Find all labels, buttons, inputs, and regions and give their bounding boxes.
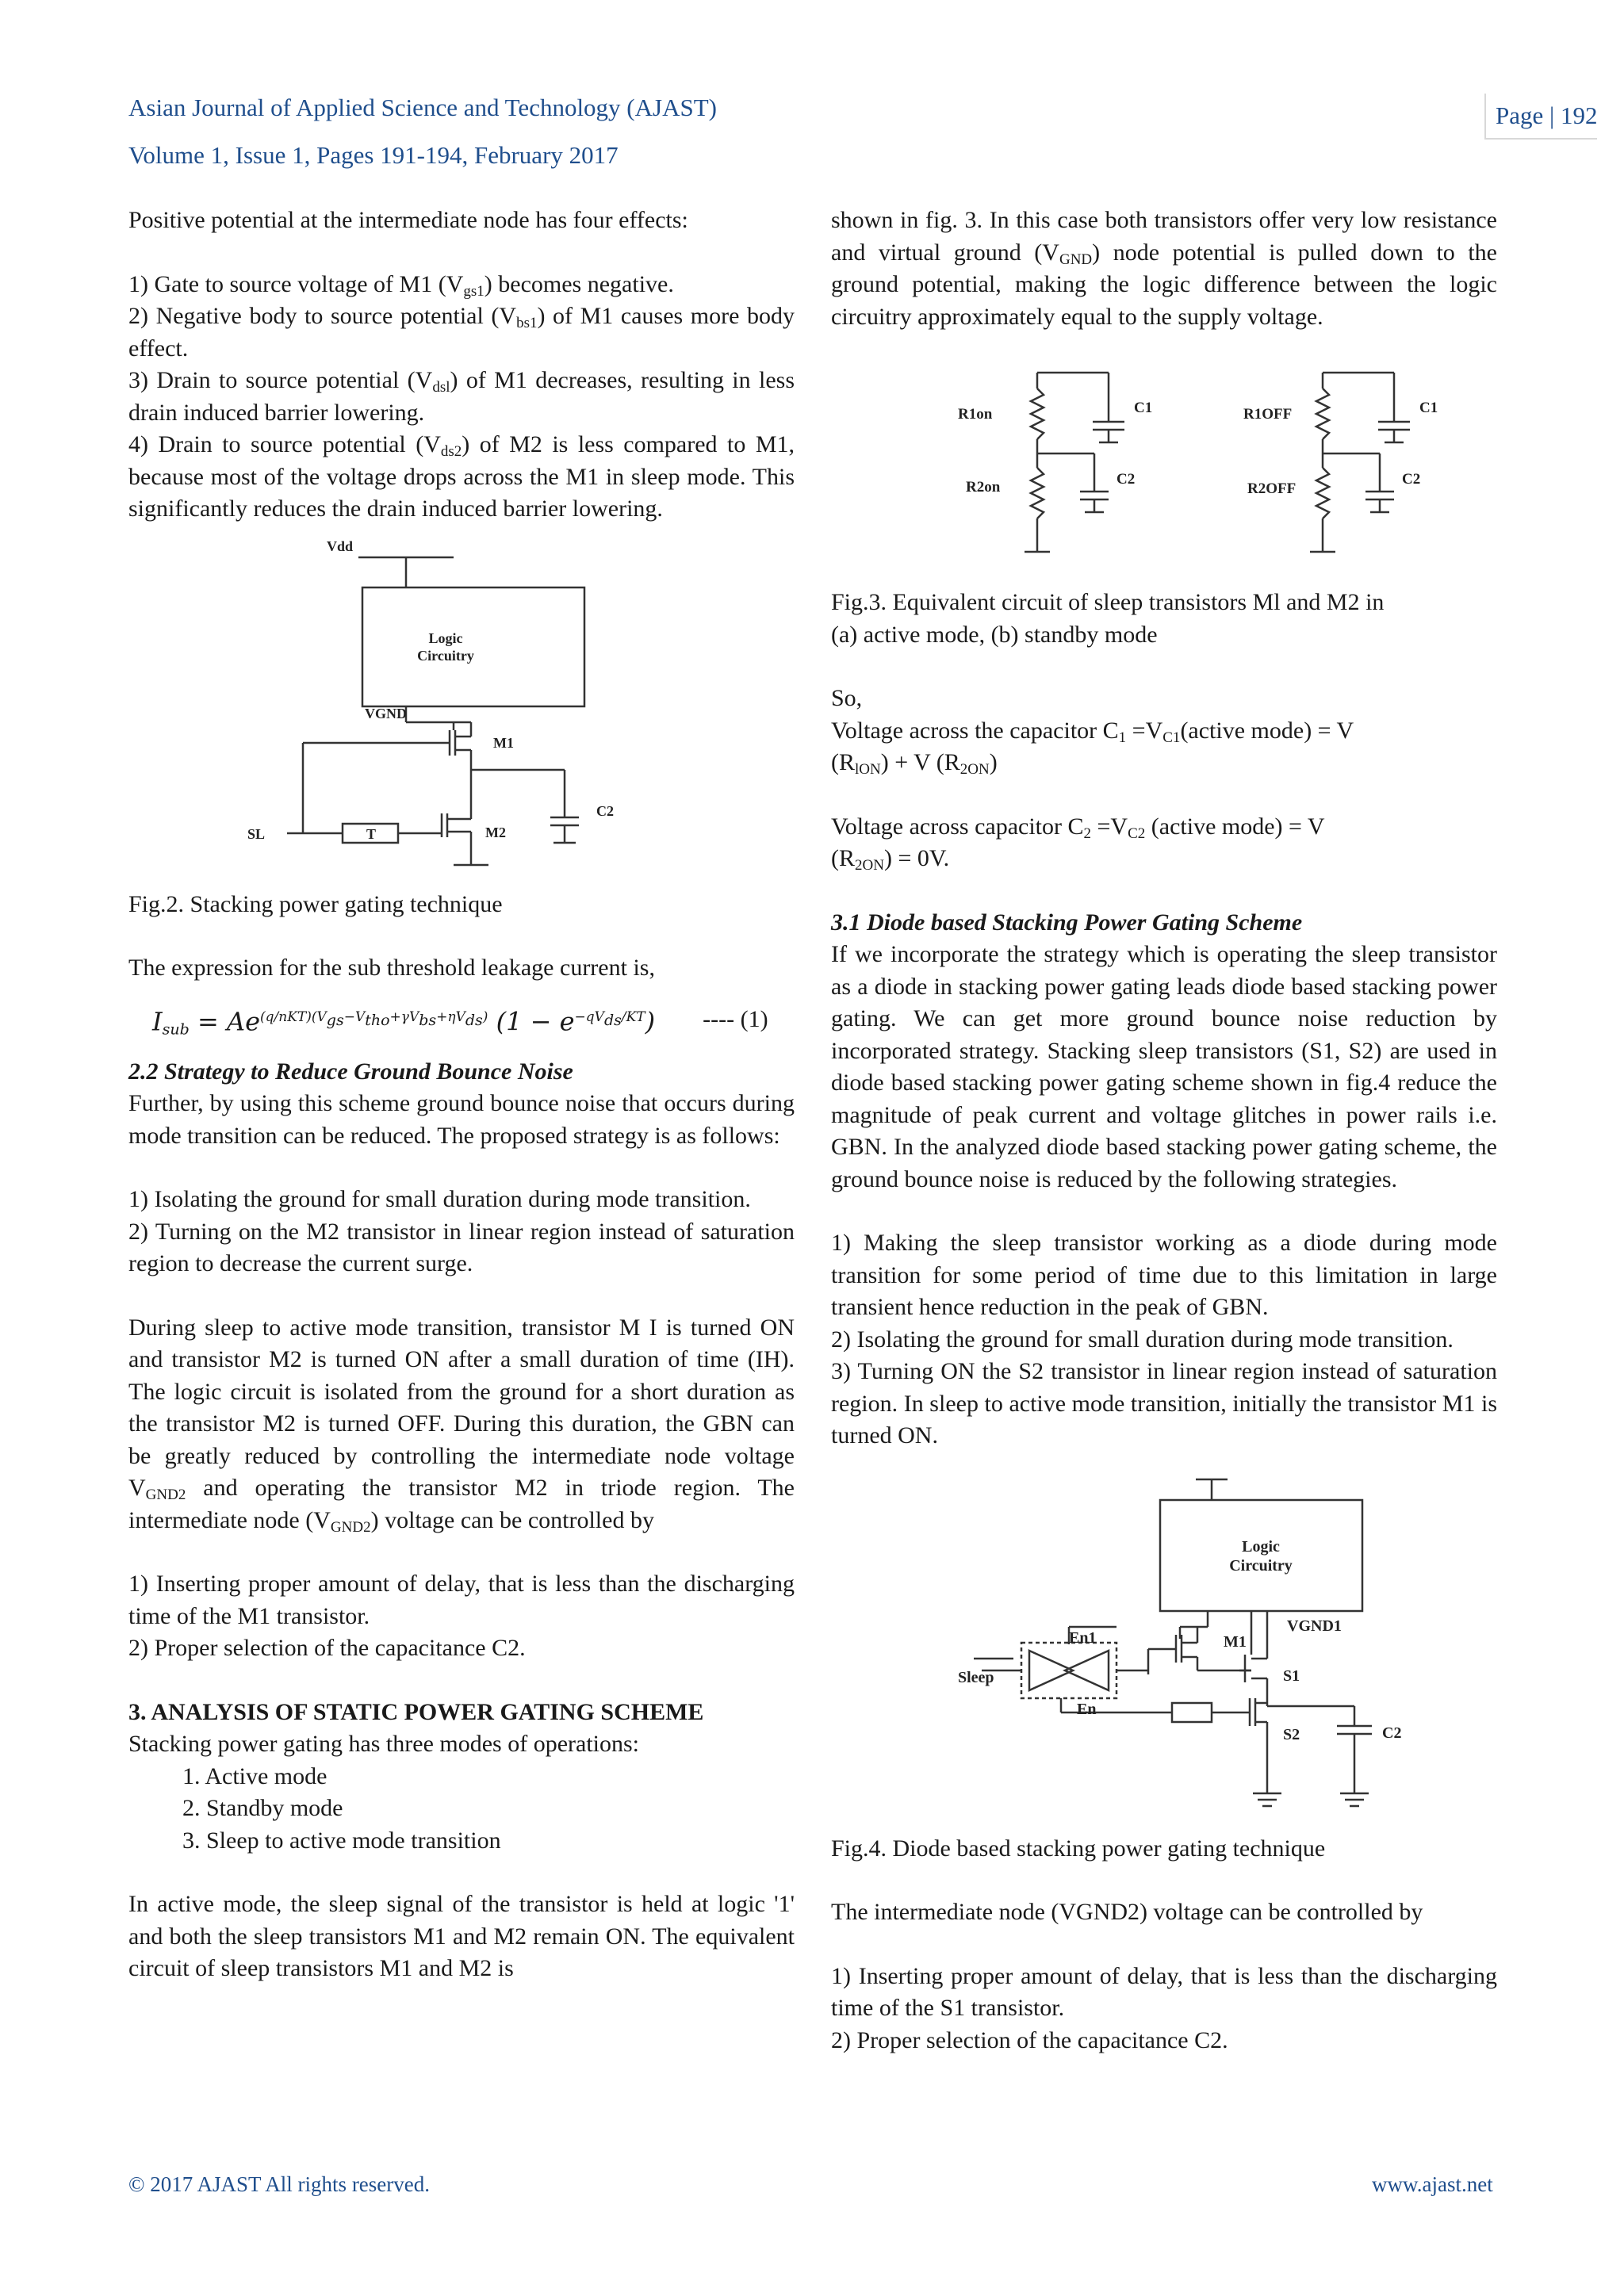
logic-label: Logic [1242,1537,1280,1556]
c2-label: C2 [1116,471,1136,488]
effect-2: 2) Negative body to source potential $(V_{bs1})$ of M1 causes more body effect. [128,303,795,362]
reduction-3: 3) Turning ON the S2 transistor in linear region instead of saturation region. In sleep to active mode transition, initially the transistor M1 is turned ON. [831,1358,1497,1448]
delay-2: 2) Proper selection of the capacitance C2. [831,2026,1228,2053]
paragraph: Positive potential at the intermediate node has four effects: [128,207,688,233]
en1-label: En1 [1069,1628,1097,1647]
s2-label: S2 [1283,1725,1300,1743]
m1-label: M1 [493,734,514,751]
paragraph: In active mode, the sleep signal of the transistor is held at logic '1' and both the sleep transistors M1 and M2 remain ON. The equivalent circuit of sleep transistors M1 and M2 is [128,1891,795,1981]
copyright: © 2017 AJAST All rights reserved. [128,2172,431,2196]
journal-title: Asian Journal of Applied Science and Technology (AJAST) [128,94,717,121]
left-column [128,205,795,1985]
figure-3-equivalent-circuit [879,365,1450,571]
mode-2: 2. Standby mode [182,1795,343,1821]
equation-1: $I_{sub} = Ae^{(q/nKT)(V_{gs}-V_{tho}+\gamma V_{bs}+\eta V_{ds})}$ $(1 - e^{-qV_{ds}/KT})$ ---- (1) [128,985,795,1056]
vgnd1-label: VGND1 [1287,1617,1342,1635]
volume-info: Volume 1, Issue 1, Pages 191-194, February 2017 [128,141,619,169]
circuitry-label: Circuitry [417,647,474,664]
control-2: 2) Proper selection of the capacitance C2. [128,1635,526,1661]
isub-intro: The expression for the sub threshold leakage current is, [128,955,655,981]
vdd-label: Vdd [327,539,354,554]
fig4-caption: Fig.4. Diode based stacking power gating technique [831,1835,1326,1862]
figure-4-diode-stacking-circuit [855,1476,1473,1817]
paragraph: shown in fig. 3. In this case both transistors offer very low resistance and virtual ground $(V_{GND})$ node potential is pulled down to the ground potential, making the logic difference between the logic circuitry approximately equal to the supply voltage. [831,207,1497,330]
c1-label: C1 [1419,400,1438,416]
delay-1: 1) Inserting proper amount of delay, that is less than the discharging time of the S1 transistor. [831,1962,1497,2021]
paragraph: Further, by using this scheme ground bounce noise that occurs during mode transition can be reduced. The proposed strategy is as follows: [128,1090,795,1149]
paragraph: During sleep to active mode transition, transistor M I is turned ON and transistor M2 is turned ON after a small duration of time (IH). The logic circuit is isolated from the ground for a short duration as the transistor M2 is turned OFF. During this duration, the GBN can be greatly reduced by controlling the intermediate node voltage $V_{GND2}$ and operating the transistor M2 in triode region. The intermediate node $(V_{GND2})$ voltage can be controlled by [128,1314,795,1536]
strategy-2: 2) Turning on the M2 transistor in linear region instead of saturation region to decrease the current surge. [128,1218,795,1276]
voltage-c2: Voltage across capacitor $C_2 =V_{C2}$ (active mode) = V $(R_{2ON}) = 0V$. [831,813,1325,874]
strategy-1: 1) Isolating the ground for small duration during mode transition. [128,1186,751,1212]
effect-3: 3) Drain to source potential $(V_{dsl})$ of M1 decreases, resulting in less drain induced barrier lowering. [128,367,795,426]
m2-label: M2 [485,824,506,840]
r1off-label: R1OFF [1243,406,1293,423]
section-3-1-heading: 3.1 Diode based Stacking Power Gating Scheme [831,909,1303,936]
mode-1: 1. Active mode [182,1762,327,1789]
right-column [831,205,1497,2057]
paragraph: If we incorporate the strategy which is operating the sleep transistor as a diode in stacking power gating leads diode based stacking power gating. We can get more ground bounce noise reduction by incorporated strategy. Stacking sleep transistors (S1, S2) are used in diode based stacking power gating scheme shown in fig.4 reduce the magnitude of peak current and voltage glitches in power rails i.e. GBN. In the analyzed diode based stacking power gating scheme, the ground bounce noise is reduced by the following strategies. [831,941,1497,1192]
sleep-label: Sleep [958,1668,994,1686]
figure-2-stacking-circuit [239,540,684,873]
vgnd-label: VGND [365,705,407,721]
paragraph: Stacking power gating has three modes of operations: [128,1731,640,1757]
paragraph: The intermediate node (VGND2) voltage can be controlled by [831,1899,1423,1925]
fig3-caption: Fig.3. Equivalent circuit of sleep transistors Ml and M2 in [831,589,1385,615]
control-1: 1) Inserting proper amount of delay, that is less than the discharging time of the M1 transistor. [128,1571,795,1629]
t-label: T [366,825,377,842]
c2-label: C2 [1402,471,1421,488]
effect-4: 4) Drain to source potential $(V_{ds2})$ of M2 is less compared to M1, because most of the voltage drops across the M1 in sleep mode. This significantly reduces the drain induced barrier lowering. [128,431,795,522]
c2-label: C2 [596,802,614,819]
section-3-heading: 3. ANALYSIS OF STATIC POWER GATING SCHEME [128,1698,704,1725]
m1-label: M1 [1224,1632,1247,1651]
mode-3: 3. Sleep to active mode transition [182,1827,501,1854]
r2on-label: R2on [966,479,1001,496]
voltage-c1: Voltage across the capacitor $C_1$ $=V_{C1}(active$ mode) = V $(R_{lON}) + V$ $(R_{2ON})$ [831,717,1354,778]
fig2-caption: Fig.2. Stacking power gating technique [128,890,503,917]
c1-label: C1 [1134,400,1153,416]
equation-number: ---- (1) [703,1006,768,1033]
circuitry-label: Circuitry [1229,1556,1293,1575]
sl-label: SL [247,825,266,842]
page-number: Page | 192 [1484,94,1597,140]
reduction-2: 2) Isolating the ground for small duration during mode transition. [831,1326,1454,1353]
logic-label: Logic [428,629,463,646]
so-label: So, [831,685,863,711]
fig3-caption-2: (a) active mode, (b) standby mode [831,621,1158,648]
c2-label: C2 [1382,1724,1402,1742]
r1on-label: R1on [958,406,993,423]
r2off-label: R2OFF [1247,480,1297,497]
reduction-1: 1) Making the sleep transistor working as a diode during mode transition for some period of time due to this limitation in large transient hence reduction in the peak of GBN. [831,1230,1497,1320]
en-label: En [1077,1700,1097,1718]
section-2-2-heading: 2.2 Strategy to Reduce Ground Bounce Noise [128,1058,573,1085]
s1-label: S1 [1283,1667,1300,1685]
effect-1: 1) Gate to source voltage of M1 $(V_{gs1})$ becomes negative. [128,270,674,300]
site-url: www.ajast.net [1372,2172,1493,2196]
